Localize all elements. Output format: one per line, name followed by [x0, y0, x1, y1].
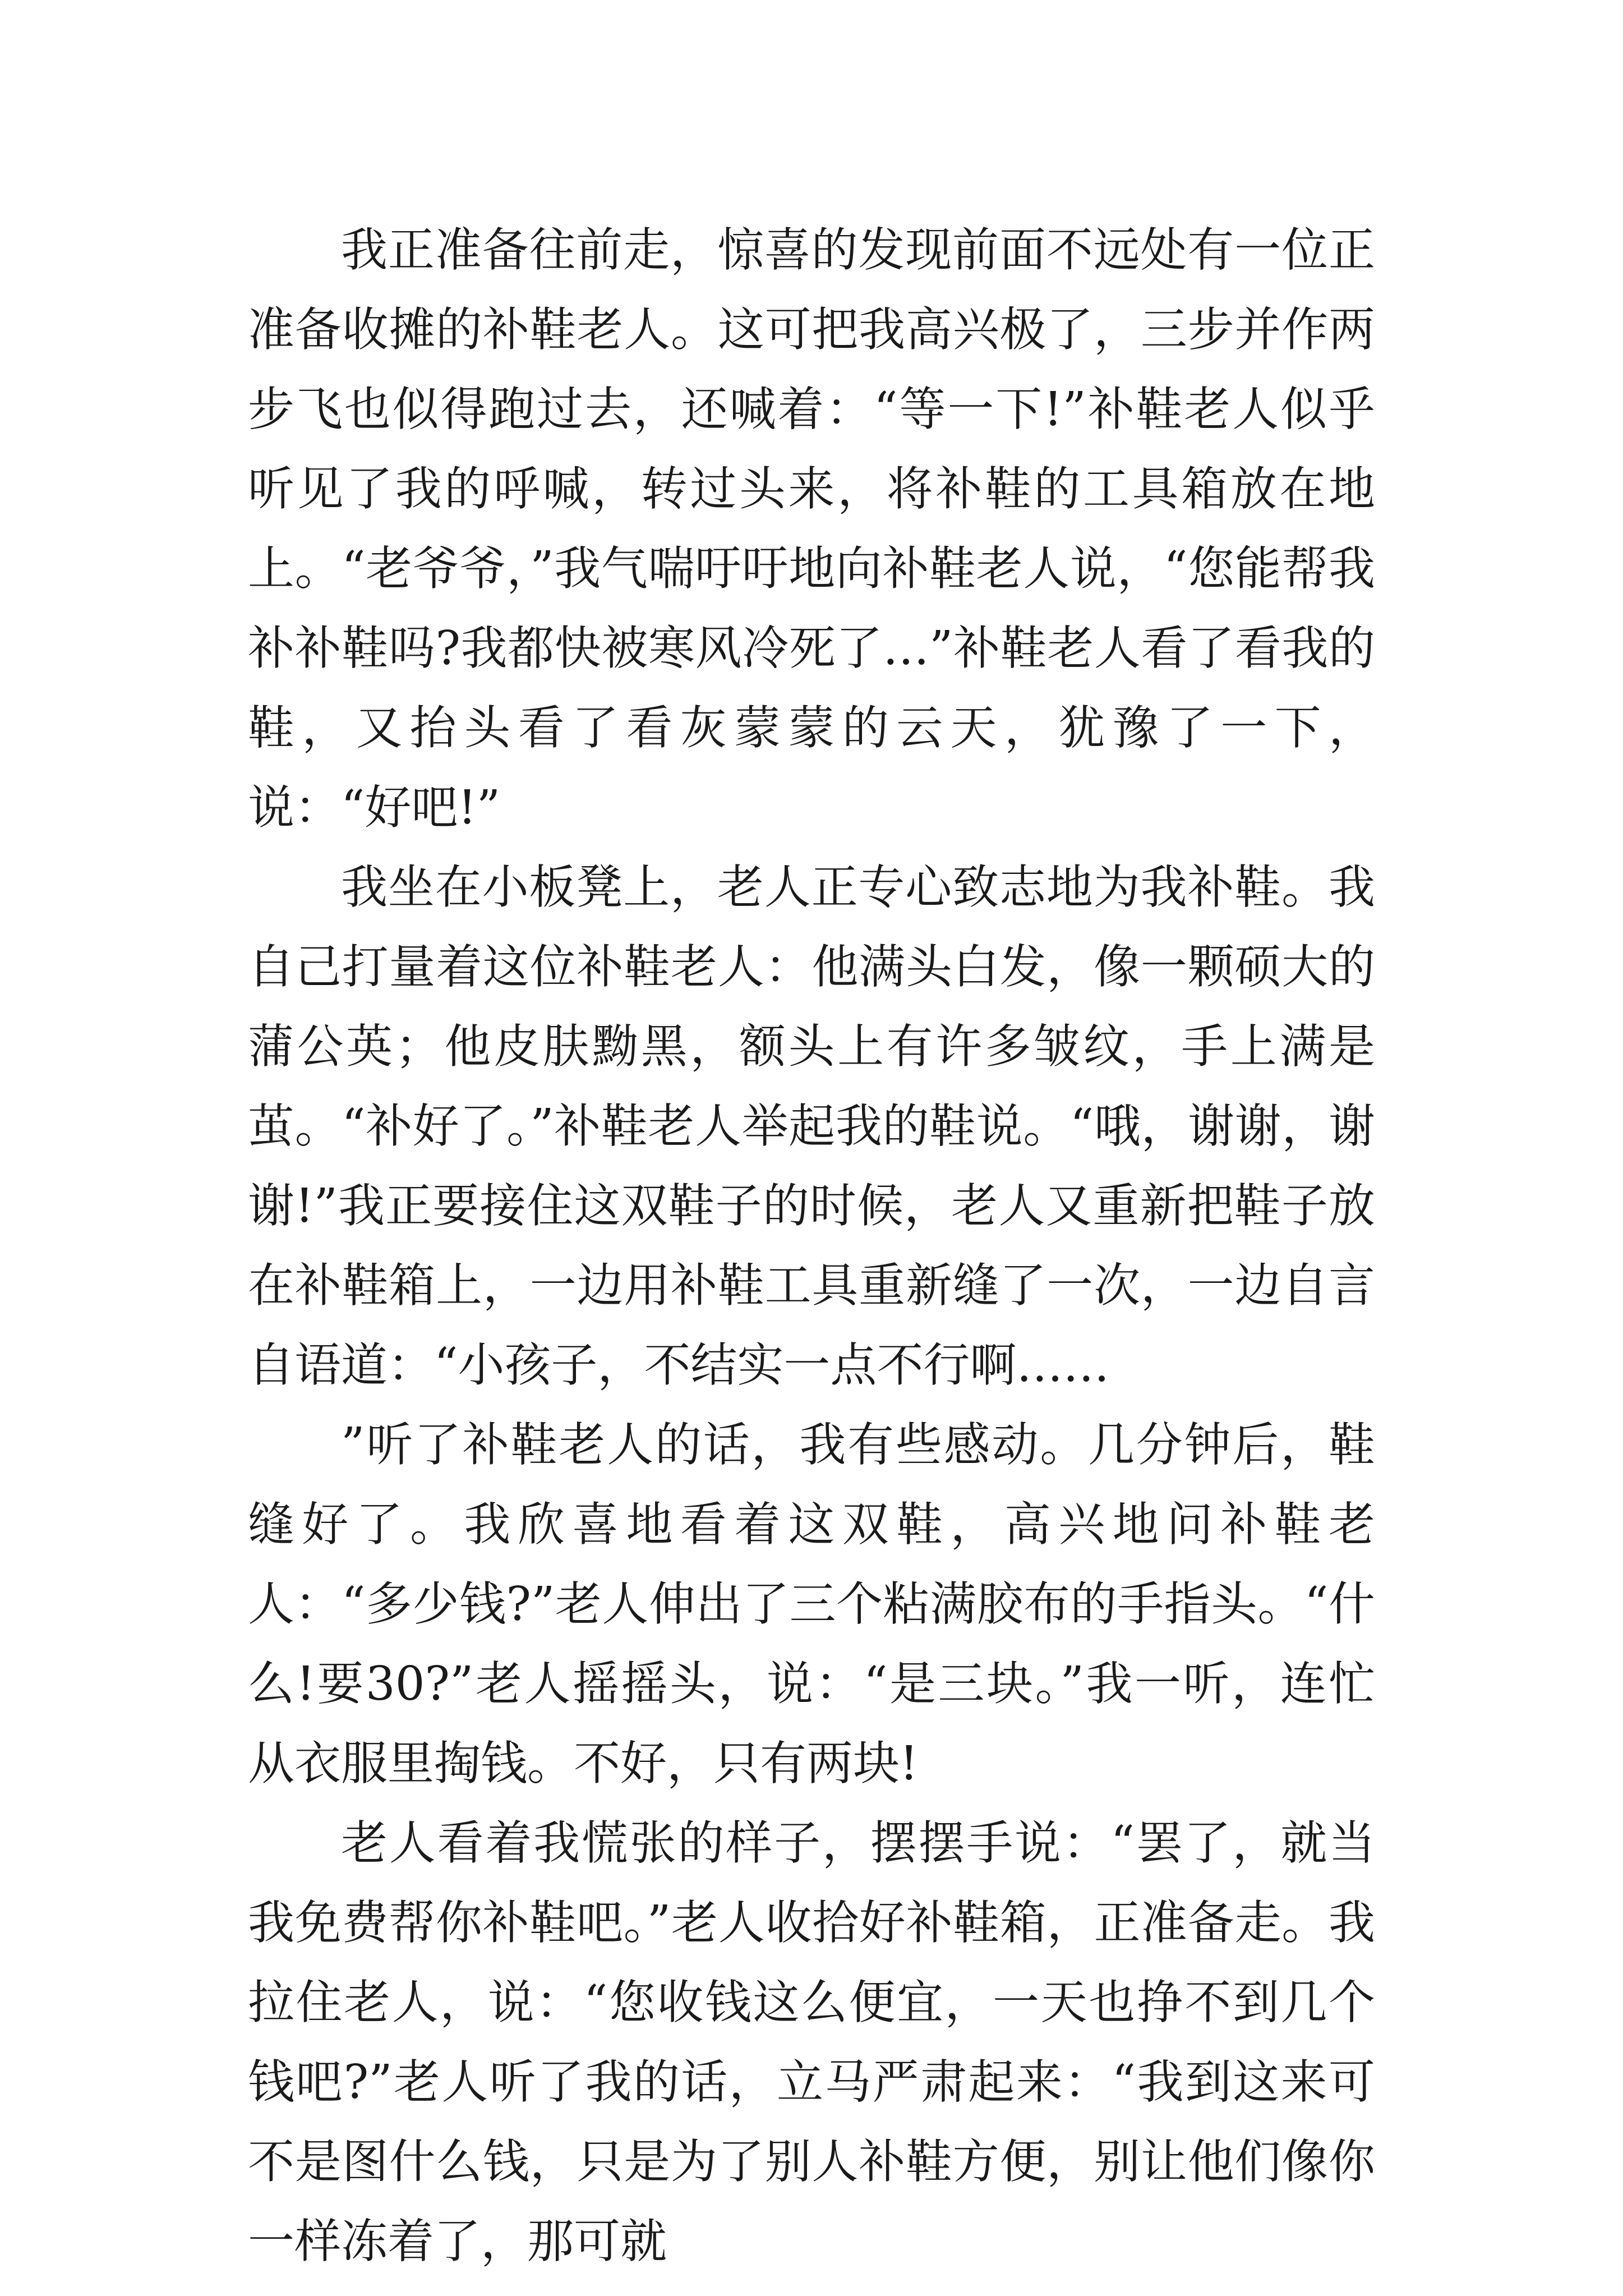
document-body	[248, 210, 1375, 2281]
paragraph-4: 老人看着我慌张的样子，摆摆手说：“罢了，就当我免费帮你补鞋吧。”老人收拾好补鞋箱，正准备走。我拉住老人，说：“您收钱这么便宜，一天也挣不到几个钱吧?”老人听了我的话，立马严肃起来：“我到这来可不是图什么钱，只是为了别人补鞋方便，别让他们像你一样冻着了，那可就	[248, 1816, 1375, 2269]
paragraph-1: 我正准备往前走，惊喜的发现前面不远处有一位正准备收摊的补鞋老人。这可把我高兴极了，三步并作两步飞也似得跑过去，还喊着：“等一下!”补鞋老人似乎听见了我的呼喊，转过头来，将补鞋的工具箱放在地上。“老爷爷，”我气喘吁吁地向补鞋老人说，“您能帮我补补鞋吗?我都快被寒风冷死了…”补鞋老人看了看我的鞋，又抬头看了看灰蒙蒙的云天，犹豫了一下，说：“好吧!”	[248, 223, 1375, 835]
paragraph-2: 我坐在小板凳上，老人正专心致志地为我补鞋。我自己打量着这位补鞋老人：他满头白发，像一颗硕大的蒲公英；他皮肤黝黑，额头上有许多皱纹，手上满是茧。“补好了。”补鞋老人举起我的鞋说。“哦，谢谢，谢谢!”我正要接住这双鞋子的时候，老人又重新把鞋子放在补鞋箱上，一边用补鞋工具重新缝了一次，一边自言自语道：“小孩子，不结实一点不行啊……	[248, 860, 1375, 1392]
paragraph-3: ”听了补鞋老人的话，我有些感动。几分钟后，鞋缝好了。我欣喜地看着这双鞋，高兴地问补鞋老人：“多少钱?”老人伸出了三个粘满胶布的手指头。“什么!要30?”老人摇摇头，说：“是三块。”我一听，连忙从衣服里掏钱。不好，只有两块!	[248, 1418, 1375, 1791]
